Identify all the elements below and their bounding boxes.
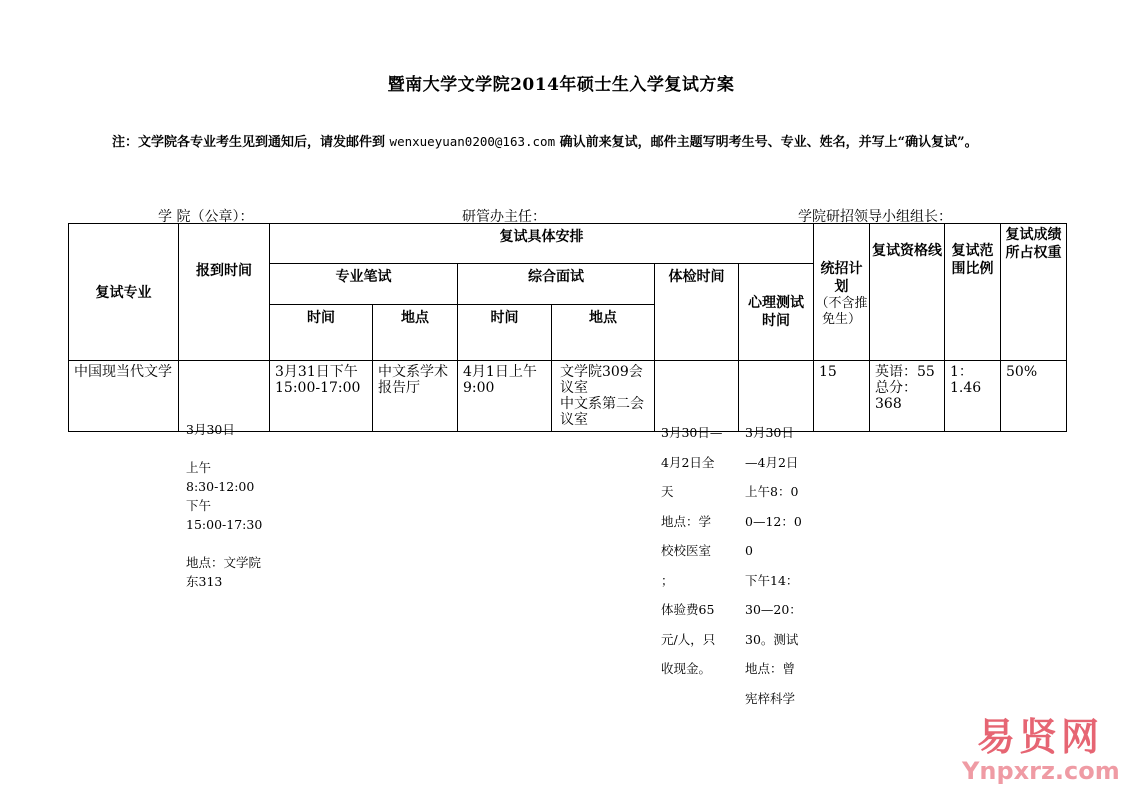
cell-score-line xyxy=(870,361,945,432)
cell-major: 中国现当代文学 xyxy=(69,361,179,432)
report-pm-label: 下午 xyxy=(186,498,212,513)
cell-weight: 50% xyxy=(1001,361,1067,432)
notice-prefix: 注：文学院各专业考生见到通知后，请发邮件到 xyxy=(112,135,386,150)
signature-office-director: 研管办主任： xyxy=(462,209,546,225)
header-psych-time: 心理测试时间 xyxy=(739,264,814,361)
psych-line: 0—12：0 xyxy=(745,513,802,529)
medical-line: 天 xyxy=(661,484,674,499)
psych-line: 30—20： xyxy=(745,602,802,617)
score-line-english: 英语：55 xyxy=(875,364,935,380)
header-interview-time: 时间 xyxy=(458,305,552,361)
notice-email: wenxueyuan0200@163.com xyxy=(389,134,556,149)
interview-place-2: 中文系第二会议室 xyxy=(560,396,644,428)
cell-plan: 15 xyxy=(814,361,870,432)
medical-detail xyxy=(661,418,737,684)
medical-line: 校校医室 xyxy=(661,543,712,558)
signature-group-leader: 学院研招领导小组组长： xyxy=(798,209,952,225)
header-ratio: 复试范围比例 xyxy=(945,224,1001,361)
psych-line: —4月2日 xyxy=(745,454,799,470)
header-plan-note: （不含推免生） xyxy=(815,296,868,327)
notice-paragraph xyxy=(80,132,1050,153)
page-title: 暨南大学文学院2014年硕士生入学复试方案 xyxy=(387,75,735,95)
header-written-exam: 专业笔试 xyxy=(270,264,458,305)
cell-written-time: 3月31日下午15:00-17:00 xyxy=(270,361,373,432)
header-plan xyxy=(814,224,870,361)
report-time-detail xyxy=(186,420,266,591)
watermark-logo xyxy=(962,716,1118,784)
cell-written-place: 中文系学术报告厅 xyxy=(373,361,458,432)
header-arrangement: 复试具体安排 xyxy=(270,224,814,264)
medical-line: 4月2日全 xyxy=(661,454,715,470)
medical-line: 收现金。 xyxy=(661,661,712,676)
header-interview-place: 地点 xyxy=(552,305,655,361)
cell-ratio: 1：1.46 xyxy=(945,361,1001,432)
notice-suffix: 确认前来复试，邮件主题写明考生号、专业、姓名，并写上“确认复试”。 xyxy=(559,135,978,150)
header-medical-time: 体检时间 xyxy=(655,264,739,361)
psych-line: 宪梓科学 xyxy=(745,690,796,706)
header-written-place: 地点 xyxy=(373,305,458,361)
report-date: 3月30日 xyxy=(186,422,235,437)
report-pm-time: 15:00-17:30 xyxy=(186,517,263,532)
medical-line: 3月30日— xyxy=(661,425,723,440)
report-am-time: 8:30-12:00 xyxy=(186,479,255,494)
signature-college-seal: 学 院（公章）： xyxy=(158,209,254,225)
score-line-total: 总分：368 xyxy=(875,380,917,412)
psych-line: 上午8：0 xyxy=(745,484,799,499)
medical-line: 元/人，只 xyxy=(661,631,716,647)
psych-line: 下午14： xyxy=(745,572,799,588)
medical-line: 地点：学 xyxy=(661,513,712,529)
psych-line: 0 xyxy=(745,543,753,558)
header-interview: 综合面试 xyxy=(458,264,655,305)
retest-schedule-table xyxy=(68,223,1067,432)
header-plan-label: 统招计划 xyxy=(820,261,863,295)
psych-line: 3月30日 xyxy=(745,425,794,440)
report-am-label: 上午 xyxy=(186,460,212,475)
header-weight: 复试成绩所占权重 xyxy=(1001,224,1067,361)
cell-interview-time: 4月1日上午9:00 xyxy=(458,361,552,432)
report-place: 地点：文学院东313 xyxy=(186,555,262,589)
header-major: 复试专业 xyxy=(69,224,179,361)
interview-place-1: 文学院309会议室 xyxy=(560,364,643,396)
psych-detail xyxy=(745,418,815,713)
watermark-title: 易贤网 xyxy=(976,715,1103,759)
psych-line: 地点：曾 xyxy=(745,661,796,676)
watermark-url: Ynpxrz.com xyxy=(962,757,1120,785)
cell-interview-place xyxy=(552,361,655,432)
medical-line: 体验费65 xyxy=(661,602,715,617)
header-written-time: 时间 xyxy=(270,305,373,361)
medical-line: ； xyxy=(661,572,674,588)
psych-line: 30。测试 xyxy=(745,631,799,647)
header-score-line: 复试资格线 xyxy=(870,224,945,361)
header-report-time: 报到时间 xyxy=(179,224,270,361)
